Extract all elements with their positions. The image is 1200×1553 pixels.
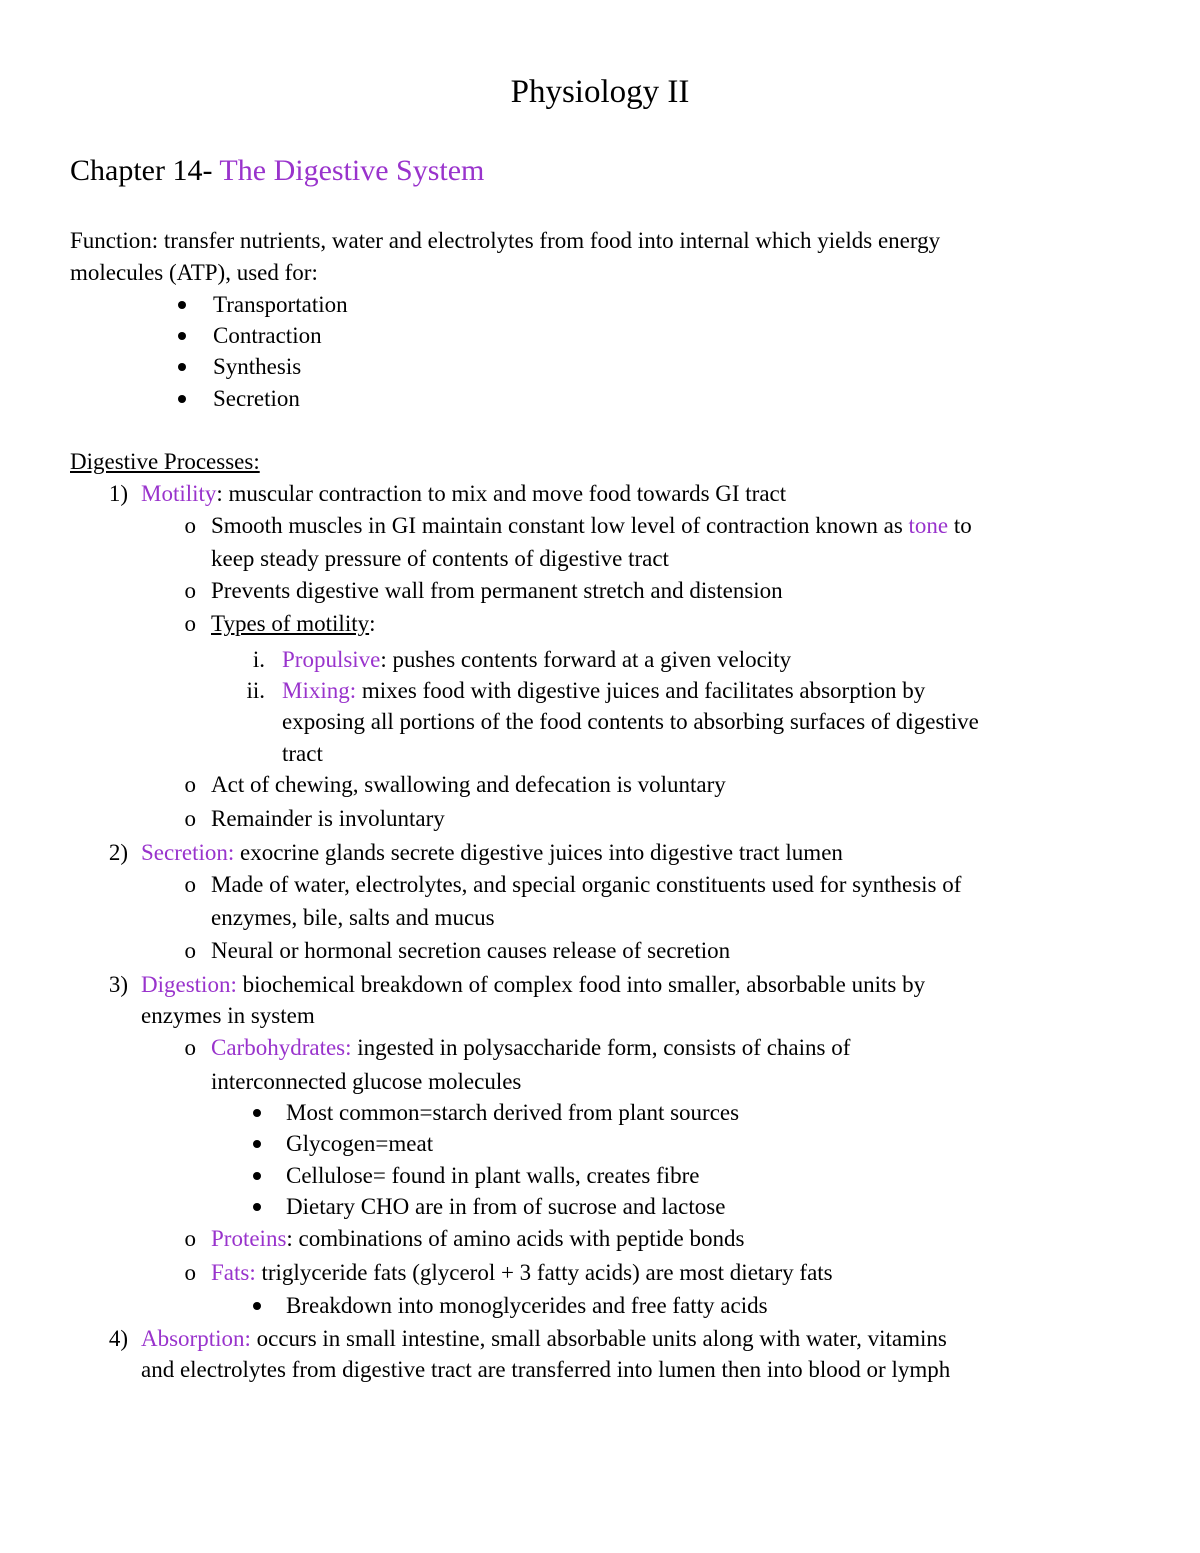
definition: exocrine glands secrete digestive juices into digestive tract lumen xyxy=(234,840,843,865)
list-item: Cellulose= found in plant walls, creates fibre xyxy=(286,1163,700,1188)
list-item: Breakdown into monoglycerides and free fatty acids xyxy=(286,1293,768,1318)
o-bullet-icon: o xyxy=(184,1226,196,1251)
term: tone xyxy=(908,513,949,538)
definition: triglyceride fats (glycerol + 3 fatty acids) are most dietary fats xyxy=(255,1260,833,1285)
o-bullet-icon: o xyxy=(184,1035,196,1060)
list-item xyxy=(211,1224,744,1254)
o-bullet-icon: o xyxy=(184,1260,196,1285)
list-item: Secretion xyxy=(213,386,300,411)
list-item-continued: exposing all portions of the food contents to absorbing surfaces of digestive xyxy=(282,709,979,734)
o-bullet-icon: o xyxy=(184,578,196,603)
definition: : muscular contraction to mix and move food towards GI tract xyxy=(216,481,787,506)
term: Fats: xyxy=(211,1260,256,1285)
text: to xyxy=(948,513,972,538)
o-bullet-icon: o xyxy=(184,611,196,636)
definition: occurs in small intestine, small absorbable units along with water, vitamins xyxy=(250,1326,947,1351)
term: Proteins xyxy=(211,1226,287,1251)
chapter-heading xyxy=(70,152,484,190)
bullet-icon xyxy=(253,1302,261,1310)
term: Motility xyxy=(141,481,217,506)
list-item xyxy=(141,970,925,1000)
bullet-icon xyxy=(253,1203,261,1211)
definition: : combinations of amino acids with peptide bonds xyxy=(286,1226,745,1251)
o-bullet-icon: o xyxy=(184,806,196,831)
bullet-icon xyxy=(253,1172,261,1180)
term: Secretion: xyxy=(141,840,235,865)
list-item-continued: tract xyxy=(282,741,323,766)
o-bullet-icon: o xyxy=(184,772,196,797)
bullet-icon xyxy=(253,1140,261,1148)
list-item-continued: and electrolytes from digestive tract are transferred into lumen then into blood or lymph xyxy=(141,1357,951,1382)
list-item xyxy=(211,1258,833,1288)
bullet-icon xyxy=(178,332,186,340)
function-line: molecules (ATP), used for: xyxy=(70,260,318,285)
definition: biochemical breakdown of complex food into smaller, absorbable units by xyxy=(236,972,926,997)
subheading: Types of motility xyxy=(211,611,370,636)
term: Absorption: xyxy=(141,1326,251,1351)
list-item-continued: enzymes in system xyxy=(141,1003,315,1028)
list-item-continued: keep steady pressure of contents of digestive tract xyxy=(211,546,669,571)
roman-numeral: ii. xyxy=(246,678,265,703)
definition: : pushes contents forward at a given velocity xyxy=(380,647,792,672)
o-bullet-icon: o xyxy=(184,872,196,897)
function-line: Function: transfer nutrients, water and electrolytes from food into internal which yields energy xyxy=(70,228,941,253)
list-item-continued: interconnected glucose molecules xyxy=(211,1069,522,1094)
list-item: Transportation xyxy=(213,292,348,317)
chapter-name: The Digestive System xyxy=(219,154,485,187)
o-bullet-icon: o xyxy=(184,938,196,963)
definition: ingested in polysaccharide form, consists of chains of xyxy=(351,1035,851,1060)
list-item xyxy=(141,838,843,868)
list-number: 4) xyxy=(108,1326,128,1351)
list-item: Glycogen=meat xyxy=(286,1131,434,1156)
list-item: Remainder is involuntary xyxy=(211,806,445,831)
list-item xyxy=(141,1324,947,1354)
processes-heading: Digestive Processes: xyxy=(70,449,260,474)
chapter-prefix: Chapter 14- xyxy=(70,154,220,187)
list-item xyxy=(282,645,791,675)
o-bullet-icon: o xyxy=(184,513,196,538)
roman-numeral: i. xyxy=(252,647,265,672)
list-item: Neural or hormonal secretion causes release of secretion xyxy=(211,938,731,963)
list-item xyxy=(211,511,972,541)
list-item: Contraction xyxy=(213,323,322,348)
term: Carbohydrates: xyxy=(211,1035,352,1060)
term: Mixing: xyxy=(282,678,357,703)
definition: mixes food with digestive juices and facilitates absorption by xyxy=(356,678,926,703)
list-item: Most common=starch derived from plant sources xyxy=(286,1100,740,1125)
text: : xyxy=(369,611,376,636)
list-number: 3) xyxy=(108,972,128,997)
term: Digestion: xyxy=(141,972,237,997)
list-number: 1) xyxy=(108,481,128,506)
list-item: Dietary CHO are in from of sucrose and lactose xyxy=(286,1194,726,1219)
list-item: Synthesis xyxy=(213,354,302,379)
list-item-continued: enzymes, bile, salts and mucus xyxy=(211,905,495,930)
list-item xyxy=(211,609,376,639)
term: Propulsive xyxy=(282,647,381,672)
list-item xyxy=(141,479,786,509)
text: Smooth muscles in GI maintain constant low level of contraction known as xyxy=(211,513,909,538)
list-item xyxy=(282,676,925,706)
bullet-icon xyxy=(178,395,186,403)
document-title: Physiology II xyxy=(510,74,690,110)
list-item xyxy=(211,1033,850,1063)
list-item: Prevents digestive wall from permanent stretch and distension xyxy=(211,578,783,603)
list-item: Act of chewing, swallowing and defecation is voluntary xyxy=(211,772,726,797)
bullet-icon xyxy=(178,301,186,309)
bullet-icon xyxy=(178,363,186,371)
list-item: Made of water, electrolytes, and special organic constituents used for synthesis of xyxy=(211,872,962,897)
bullet-icon xyxy=(253,1109,261,1117)
list-number: 2) xyxy=(108,840,128,865)
